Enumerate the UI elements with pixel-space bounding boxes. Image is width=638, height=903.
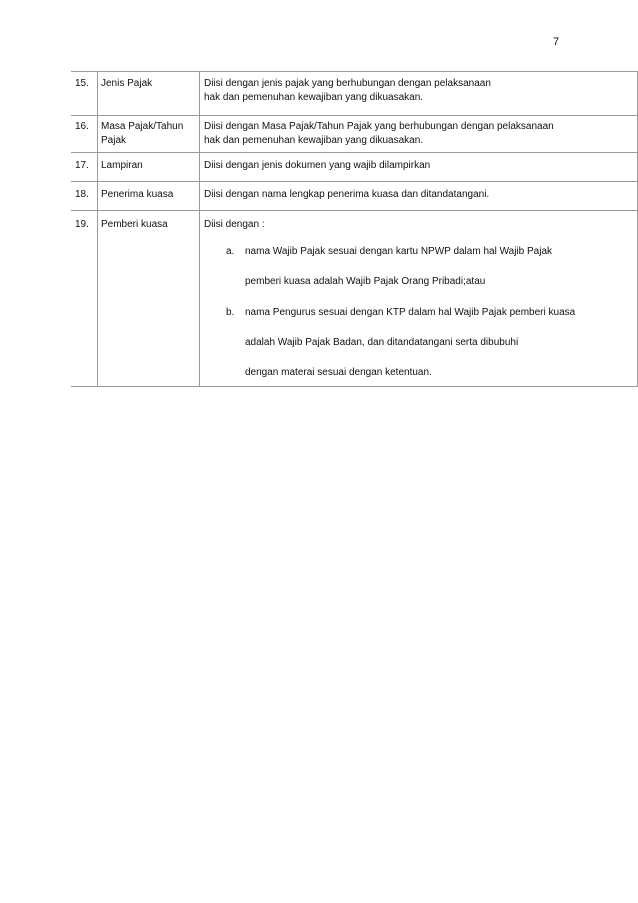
field-name-cell xyxy=(98,211,200,387)
table-row xyxy=(71,116,638,153)
row-number: 19. xyxy=(71,211,98,387)
list-marker: a. xyxy=(226,246,235,257)
list-item-line: nama Pengurus sesuai dengan KTP dalam hal Wajib Pajak pemberi kuasa xyxy=(245,307,576,318)
row-number: 15. xyxy=(71,72,98,116)
field-name-cell xyxy=(98,72,200,116)
list-item-line: pemberi kuasa adalah Wajib Pajak Orang Pribadi;atau xyxy=(245,276,486,287)
field-name: Pajak xyxy=(101,135,127,146)
row-number: 16. xyxy=(71,116,98,153)
description-line: Diisi dengan Masa Pajak/Tahun Pajak yang berhubungan dengan pelaksanaan xyxy=(204,121,554,132)
description-cell xyxy=(200,153,638,182)
field-name: Penerima kuasa xyxy=(101,189,174,200)
description-line: hak dan pemenuhan kewajiban yang dikuasakan. xyxy=(204,92,424,103)
list-item-line: dengan materai sesuai dengan ketentuan. xyxy=(245,367,432,378)
description-line: Diisi dengan : xyxy=(204,219,265,230)
table-row xyxy=(71,211,638,387)
description-cell xyxy=(200,72,638,116)
field-name-cell xyxy=(98,116,200,153)
table-row xyxy=(71,72,638,116)
field-name: Pemberi kuasa xyxy=(101,219,168,230)
page-number: 7 xyxy=(553,36,560,48)
field-name: Lampiran xyxy=(101,160,143,171)
instruction-table xyxy=(71,71,638,387)
field-name-cell xyxy=(98,153,200,182)
list-marker: b. xyxy=(226,307,235,318)
list-item xyxy=(204,245,633,289)
description-line: Diisi dengan nama lengkap penerima kuasa dan ditandatangani. xyxy=(204,189,490,200)
description-line: Diisi dengan jenis pajak yang berhubungan dengan pelaksanaan xyxy=(204,78,491,89)
description-line: hak dan pemenuhan kewajiban yang dikuasakan. xyxy=(204,135,424,146)
field-name-cell xyxy=(98,182,200,211)
description-line: Diisi dengan jenis dokumen yang wajib dilampirkan xyxy=(204,160,431,171)
list-item xyxy=(204,306,633,380)
field-name: Masa Pajak/Tahun xyxy=(101,121,184,132)
list-item-line: adalah Wajib Pajak Badan, dan ditandatangani serta dibubuhi xyxy=(245,337,519,348)
sub-list xyxy=(204,245,633,380)
description-cell xyxy=(200,182,638,211)
description-cell xyxy=(200,116,638,153)
table-row xyxy=(71,182,638,211)
table-row xyxy=(71,153,638,182)
list-item-line: nama Wajib Pajak sesuai dengan kartu NPWP dalam hal Wajib Pajak xyxy=(245,246,553,257)
description-cell xyxy=(200,211,638,387)
row-number: 18. xyxy=(71,182,98,211)
field-name: Jenis Pajak xyxy=(101,78,153,89)
row-number: 17. xyxy=(71,153,98,182)
